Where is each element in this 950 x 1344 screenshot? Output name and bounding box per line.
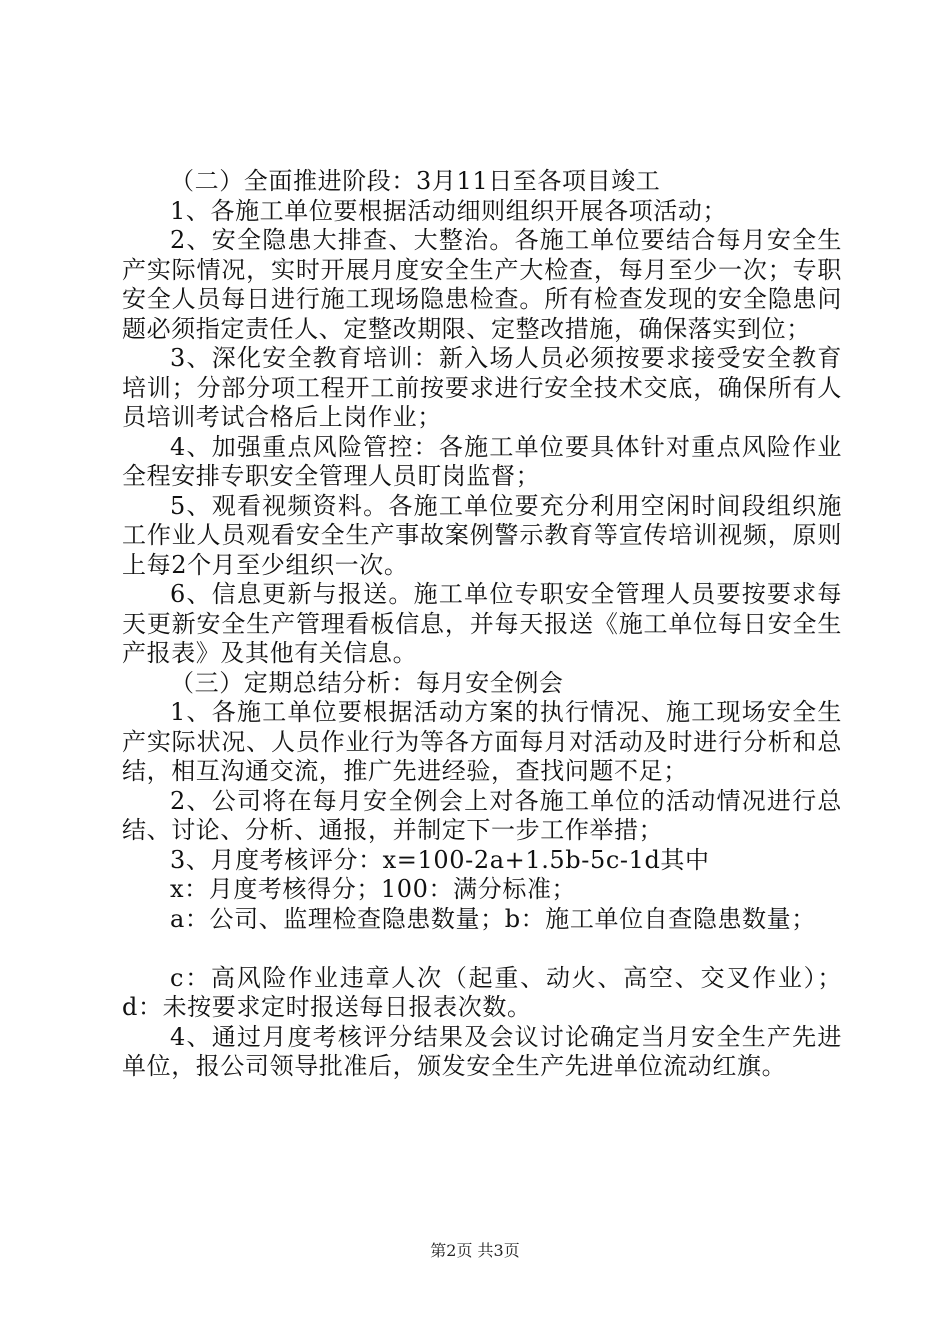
formula-definition: x：月度考核得分；100：满分标准； (170, 875, 577, 903)
document-body (122, 167, 842, 1082)
formula-definition: a：公司、监理检查隐患数量；b：施工单位自查隐患数量； (170, 904, 816, 933)
paragraph-item: 2、公司将在每月安全例会上对各施工单位的活动情况进行总结、讨论、分析、通报，并制定下一步工作举措； (122, 786, 842, 844)
paragraph-item: 1、各施工单位要根据活动细则组织开展各项活动； (170, 196, 728, 225)
paragraph-item: 4、加强重点风险管控：各施工单位要具体针对重点风险作业全程安排专职安全管理人员盯岗监督； (122, 432, 842, 490)
paragraph-item: 3、深化安全教育培训：新入场人员必须按要求接受安全教育培训；分部分项工程开工前按要求进行安全技术交底，确保所有人员培训考试合格后上岗作业； (122, 344, 842, 431)
paragraph-item: 2、安全隐患大排查、大整治。各施工单位要结合每月安全生产实际情况，实时开展月度安全生产大检查，每月至少一次；专职安全人员每日进行施工现场隐患检查。所有检查发现的安全隐患问题必须指定责任人、定整改期限、定整改措施，确保落实到位； (122, 226, 842, 343)
section-heading-2: （二）全面推进阶段：3月11日至各项目竣工 (170, 167, 661, 195)
paragraph-item: 4、通过月度考核评分结果及会议讨论确定当月安全生产先进单位，报公司领导批准后，颁发安全生产先进单位流动红旗。 (122, 1022, 842, 1080)
paragraph-item: 1、各施工单位要根据活动方案的执行情况、施工现场安全生产实际状况、人员作业行为等各方面每月对活动及时进行分析和总结，相互沟通交流，推广先进经验，查找问题不足； (122, 698, 842, 785)
formula-line: 3、月度考核评分：x=100-2a+1.5b-5c-1d其中 (170, 845, 710, 874)
page-number-footer: 第2页 共3页 (430, 1241, 520, 1260)
paragraph-item: 5、观看视频资料。各施工单位要充分利用空闲时间段组织施工作业人员观看安全生产事故案例警示教育等宣传培训视频，原则上每2个月至少组织一次。 (122, 491, 842, 579)
paragraph-item: 6、信息更新与报送。施工单位专职安全管理人员要按要求每天更新安全生产管理看板信息，并每天报送《施工单位每日安全生产报表》及其他有关信息。 (122, 580, 842, 667)
formula-definition: c：高风险作业违章人次（起重、动火、高空、交叉作业）；d：未按要求定时报送每日报表次数。 (122, 963, 842, 1021)
section-heading-3: （三）定期总结分析：每月安全例会 (170, 668, 564, 697)
